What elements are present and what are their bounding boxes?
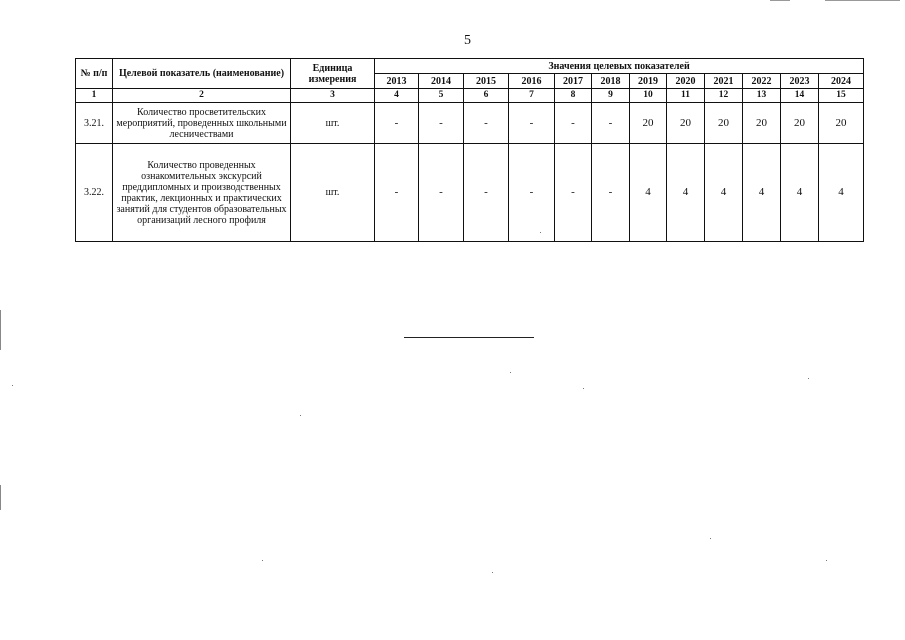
scan-edge-mark [770, 0, 790, 1]
table-row [76, 144, 864, 242]
column-number: 11 [667, 89, 705, 103]
column-number: 9 [592, 89, 630, 103]
scan-speck [710, 538, 711, 539]
scan-speck [826, 560, 827, 561]
scan-speck [262, 560, 263, 561]
header-year: 2021 [705, 74, 743, 89]
row-value: 4 [705, 144, 743, 242]
header-year: 2014 [419, 74, 464, 89]
row-indicator-name: Количество проведенных ознакомительных экскурсий преддипломных и производственных практик, лекционных и практических занятий для студентов образовательных организаций лесного профиля [113, 144, 291, 242]
row-value: - [419, 144, 464, 242]
header-year: 2013 [375, 74, 419, 89]
page-number: 5 [464, 33, 471, 48]
header-year: 2018 [592, 74, 630, 89]
row-value: 20 [819, 103, 864, 144]
header-year: 2020 [667, 74, 705, 89]
column-number: 4 [375, 89, 419, 103]
scan-speck [510, 372, 511, 373]
row-unit: шт. [291, 144, 375, 242]
header-year: 2022 [743, 74, 781, 89]
row-value: 4 [781, 144, 819, 242]
target-indicators-table [75, 58, 864, 242]
row-value: - [419, 103, 464, 144]
scan-speck [12, 385, 13, 386]
scan-speck [492, 572, 493, 573]
row-value: - [555, 144, 592, 242]
scan-edge-mark [0, 485, 1, 510]
column-number-row [76, 89, 864, 103]
scan-speck [300, 415, 301, 416]
row-value: - [509, 103, 555, 144]
column-number: 12 [705, 89, 743, 103]
column-number: 15 [819, 89, 864, 103]
row-value: 20 [743, 103, 781, 144]
column-number: 8 [555, 89, 592, 103]
column-number: 13 [743, 89, 781, 103]
scan-edge-mark [0, 310, 1, 350]
header-year: 2023 [781, 74, 819, 89]
column-number: 3 [291, 89, 375, 103]
header-year: 2016 [509, 74, 555, 89]
column-number: 7 [509, 89, 555, 103]
row-num: 3.21. [76, 103, 113, 144]
header-unit: Единица измерения [291, 59, 375, 89]
row-value: - [592, 103, 630, 144]
row-value: - [464, 103, 509, 144]
header-values-group: Значения целевых показателей [375, 59, 864, 74]
column-number: 10 [630, 89, 667, 103]
row-value: - [464, 144, 509, 242]
end-of-document-line [404, 337, 534, 338]
scan-speck [540, 232, 541, 233]
row-value: 20 [667, 103, 705, 144]
header-year: 2019 [630, 74, 667, 89]
row-value: - [555, 103, 592, 144]
scan-speck [583, 388, 584, 389]
row-value: 4 [819, 144, 864, 242]
row-value: 4 [743, 144, 781, 242]
header-year: 2015 [464, 74, 509, 89]
row-unit: шт. [291, 103, 375, 144]
scan-edge-mark [825, 0, 900, 1]
column-number: 2 [113, 89, 291, 103]
header-indicator: Целевой показатель (наименование) [113, 59, 291, 89]
row-num: 3.22. [76, 144, 113, 242]
scan-speck [808, 378, 809, 379]
table-row [76, 103, 864, 144]
row-value: 4 [667, 144, 705, 242]
row-value: - [375, 144, 419, 242]
column-number: 1 [76, 89, 113, 103]
row-indicator-name: Количество просветительских мероприятий, проведенных школьными лесничествами [113, 103, 291, 144]
row-value: - [592, 144, 630, 242]
header-year: 2024 [819, 74, 864, 89]
row-value: 4 [630, 144, 667, 242]
column-number: 6 [464, 89, 509, 103]
column-number: 5 [419, 89, 464, 103]
row-value: 20 [630, 103, 667, 144]
row-value: - [375, 103, 419, 144]
row-value: 20 [705, 103, 743, 144]
header-year: 2017 [555, 74, 592, 89]
row-value: - [509, 144, 555, 242]
header-num: № п/п [76, 59, 113, 89]
row-value: 20 [781, 103, 819, 144]
column-number: 14 [781, 89, 819, 103]
